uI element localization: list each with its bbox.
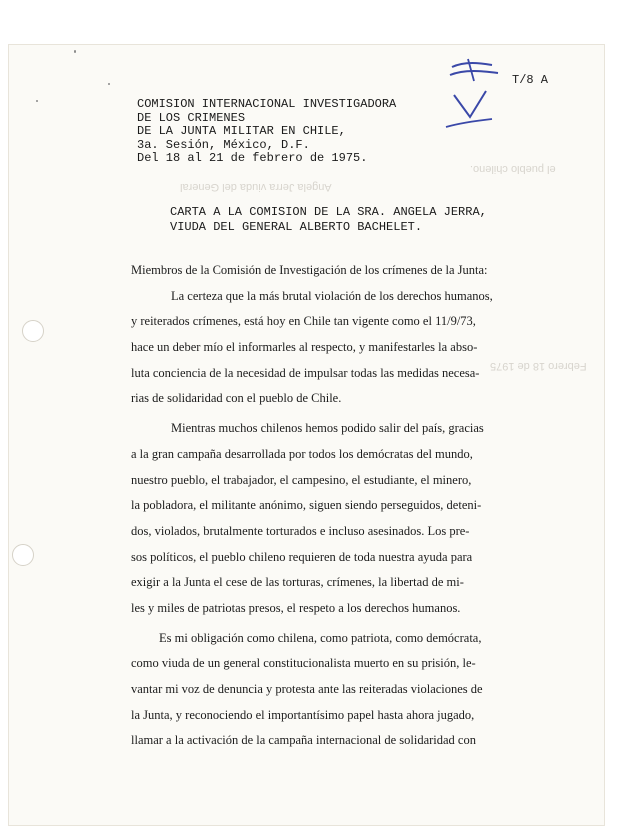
paper-speck — [36, 100, 38, 102]
body-line: Mientras muchos chilenos hemos podido salir del país, gracias — [171, 421, 484, 436]
body-line: La certeza que la más brutal violación de los derechos humanos, — [171, 288, 493, 303]
header-line: DE LA JUNTA MILITAR EN CHILE, — [137, 124, 346, 138]
letter-title — [170, 205, 487, 235]
body-line: Miembros de la Comisión de Investigación de los crímenes de la Junta: — [131, 263, 488, 277]
show-through-text: el pueblo chileno. — [470, 163, 556, 175]
body-line: como viuda de un general constitucionalista muerto en su prisión, le- — [131, 656, 476, 671]
body-line: nuestro pueblo, el trabajador, el campesino, el estudiante, el minero, — [131, 472, 472, 487]
header-line: Del 18 al 21 de febrero de 1975. — [137, 151, 368, 165]
show-through-text: Febrero 18 de 1975 — [490, 360, 587, 372]
body-line: la Junta, y reconociendo el importantísimo papel hasta ahora jugado, — [131, 707, 475, 722]
punch-hole-top — [22, 320, 44, 342]
body-line: a la gran campaña desarrollada por todos los demócratas del mundo, — [131, 446, 473, 461]
show-through-text: Angela Jerra viuda del General — [180, 181, 332, 193]
body-line: rias de solidaridad con el pueblo de Chile. — [131, 391, 342, 406]
body-line: sos políticos, el pueblo chileno requieren de toda nuestra ayuda para — [131, 549, 473, 564]
body-line: hace un deber mío el informarles al respecto, y manifestarles la abso- — [131, 340, 478, 355]
body-line: dos, violados, brutalmente torturados e incluso asesinados. Los pre- — [131, 523, 470, 538]
header-line: 3a. Sesión, México, D.F. — [137, 137, 310, 152]
body-line: la pobladora, el militante anónimo, siguen siendo perseguidos, deteni- — [131, 498, 482, 513]
body-line: vantar mi voz de denuncia y protesta ante las reiteradas violaciones de — [131, 682, 483, 696]
paper-speck — [74, 50, 76, 53]
body-line: Es mi obligación como chilena, como patriota, como demócrata, — [159, 630, 482, 645]
title-line: CARTA A LA COMISION DE LA SRA. ANGELA JERRA, — [170, 205, 487, 219]
handwritten-mark-icon — [440, 55, 510, 135]
body-line: llamar a la activación de la campaña internacional de solidaridad con — [131, 733, 476, 748]
body-line: y reiterados crímenes, está hoy en Chile tan vigente como el 11/9/73, — [131, 314, 476, 329]
body-line: les y miles de patriotas presos, el respeto a los derechos humanos. — [131, 600, 461, 615]
body-line: exigir a la Junta el cese de las torturas, crímenes, la libertad de mi- — [131, 575, 464, 590]
paper-speck — [108, 83, 110, 85]
document-header — [137, 98, 396, 166]
body-line: luta conciencia de la necesidad de impulsar todas las medidas necesa- — [131, 365, 480, 380]
letter-body — [131, 258, 561, 754]
header-line: DE LOS CRIMENES — [137, 110, 246, 125]
title-line: VIUDA DEL GENERAL ALBERTO BACHELET. — [170, 220, 423, 234]
document-reference: T/8 A — [512, 73, 549, 87]
header-line: COMISION INTERNACIONAL INVESTIGADORA — [137, 97, 397, 111]
punch-hole-bottom — [12, 544, 34, 566]
